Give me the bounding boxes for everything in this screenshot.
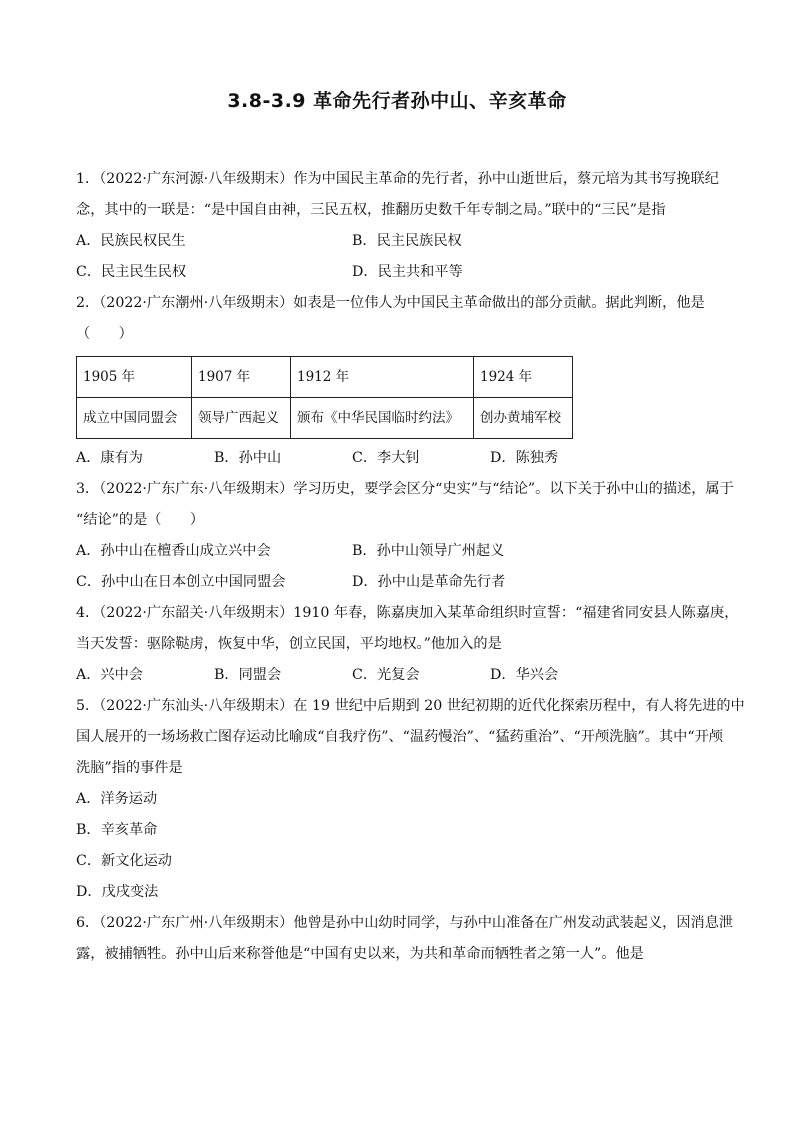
- option-a[interactable]: A．康有为: [76, 450, 143, 466]
- table-cell: 成立中国同盟会: [77, 398, 192, 439]
- question-1: [76, 164, 719, 288]
- option-row: [76, 257, 716, 288]
- table-cell: 1905 年: [77, 357, 192, 398]
- option-row: [76, 443, 716, 474]
- table-cell: 1912 年: [291, 357, 474, 398]
- question-4: [76, 598, 739, 691]
- table-cell: 领导广西起义: [192, 398, 291, 439]
- option-c[interactable]: C．孙中山在日本创立中国同盟会: [76, 574, 286, 590]
- option-c[interactable]: C．光复会: [352, 667, 420, 683]
- question-text-line: 4．（2022·广东韶关·八年级期末）1910 年春，陈嘉庚加入某革命组织时宣誓：“福建省同安县人陈嘉庚，: [76, 605, 739, 621]
- option-a[interactable]: A．兴中会: [76, 667, 143, 683]
- contribution-table: [76, 356, 573, 439]
- question-text-line: 3．（2022·广东广东·八年级期末）学习历史，要学会区分“史实”与“结论”。以下关于孙中山的描述，属于: [76, 481, 734, 497]
- table-cell: 创办黄埔军校: [474, 398, 573, 439]
- option-d[interactable]: D．华兴会: [490, 667, 559, 683]
- option-b[interactable]: B．孙中山: [214, 450, 282, 466]
- question-text-line: 露，被捕牺牲。孙中山后来称誉他是“中国有史以来，为共和革命而牺牲者之第一人”。他是: [76, 946, 644, 962]
- option-d[interactable]: D．民主共和平等: [352, 264, 463, 280]
- table-row: [77, 398, 573, 439]
- question-text-line: 念，其中的一联是：“是中国自由神，三民五权，推翻历史数千年专制之局。”联中的“三民”是指: [76, 202, 666, 218]
- option-d[interactable]: D．戊戌变法: [76, 884, 159, 900]
- option-c[interactable]: C．新文化运动: [76, 853, 172, 869]
- question-3: [76, 474, 734, 598]
- option-row: [76, 567, 716, 598]
- option-b[interactable]: B．孙中山领导广州起义: [352, 543, 505, 559]
- option-b[interactable]: B．同盟会: [214, 667, 282, 683]
- option-row: [76, 660, 716, 691]
- option-a[interactable]: A．洋务运动: [76, 791, 158, 807]
- option-a[interactable]: A．民族民权民生: [76, 233, 186, 249]
- question-list: [76, 164, 745, 970]
- question-text-line: “结论”的是（ ）: [76, 512, 205, 528]
- option-b[interactable]: B．辛亥革命: [76, 822, 158, 838]
- question-text-line: 5．（2022·广东汕头·八年级期末）在 19 世纪中后期到 20 世纪初期的近代化探索历程中，有人将先进的中: [76, 698, 745, 714]
- table-cell: 颁布《中华民国临时约法》: [291, 398, 474, 439]
- page-title: 3.8-3.9 革命先行者孙中山、辛亥革命: [227, 90, 567, 112]
- question-text-line: 6．（2022·广东广州·八年级期末）他曾是孙中山幼时同学，与孙中山准备在广州发动武装起义，因消息泄: [76, 915, 734, 931]
- question-text-line: （ ）: [76, 326, 133, 342]
- question-text-line: 当天发誓：驱除鞑虏，恢复中华，创立民国，平均地权。”他加入的是: [76, 636, 502, 652]
- option-c[interactable]: C．民主民生民权: [76, 264, 187, 280]
- question-text-line: 1．（2022·广东河源·八年级期末）作为中国民主革命的先行者，孙中山逝世后，蔡元培为其书写挽联纪: [76, 171, 719, 187]
- question-6: [76, 908, 734, 970]
- option-b[interactable]: B．民主民族民权: [352, 233, 462, 249]
- table-row: [77, 357, 573, 398]
- option-row: [76, 536, 716, 567]
- option-c[interactable]: C．李大钊: [352, 450, 420, 466]
- question-text-line: 2．（2022·广东潮州·八年级期末）如表是一位伟人为中国民主革命做出的部分贡献。据此判断，他是: [76, 295, 705, 311]
- table-cell: 1907 年: [192, 357, 291, 398]
- question-text-line: 洗脑”指的事件是: [76, 760, 183, 776]
- option-a[interactable]: A．孙中山在檀香山成立兴中会: [76, 543, 271, 559]
- question-5: [76, 691, 745, 908]
- option-d[interactable]: D．陈独秀: [490, 450, 559, 466]
- table-cell: 1924 年: [474, 357, 573, 398]
- question-2: [76, 288, 716, 474]
- question-text-line: 国人展开的一场场救亡图存运动比喻成“自我疗伤”、“温药慢治”、“猛药重治”、“开颅洗脑”。其中“开颅: [76, 729, 723, 745]
- option-row: [76, 226, 716, 257]
- option-d[interactable]: D．孙中山是革命先行者: [352, 574, 506, 590]
